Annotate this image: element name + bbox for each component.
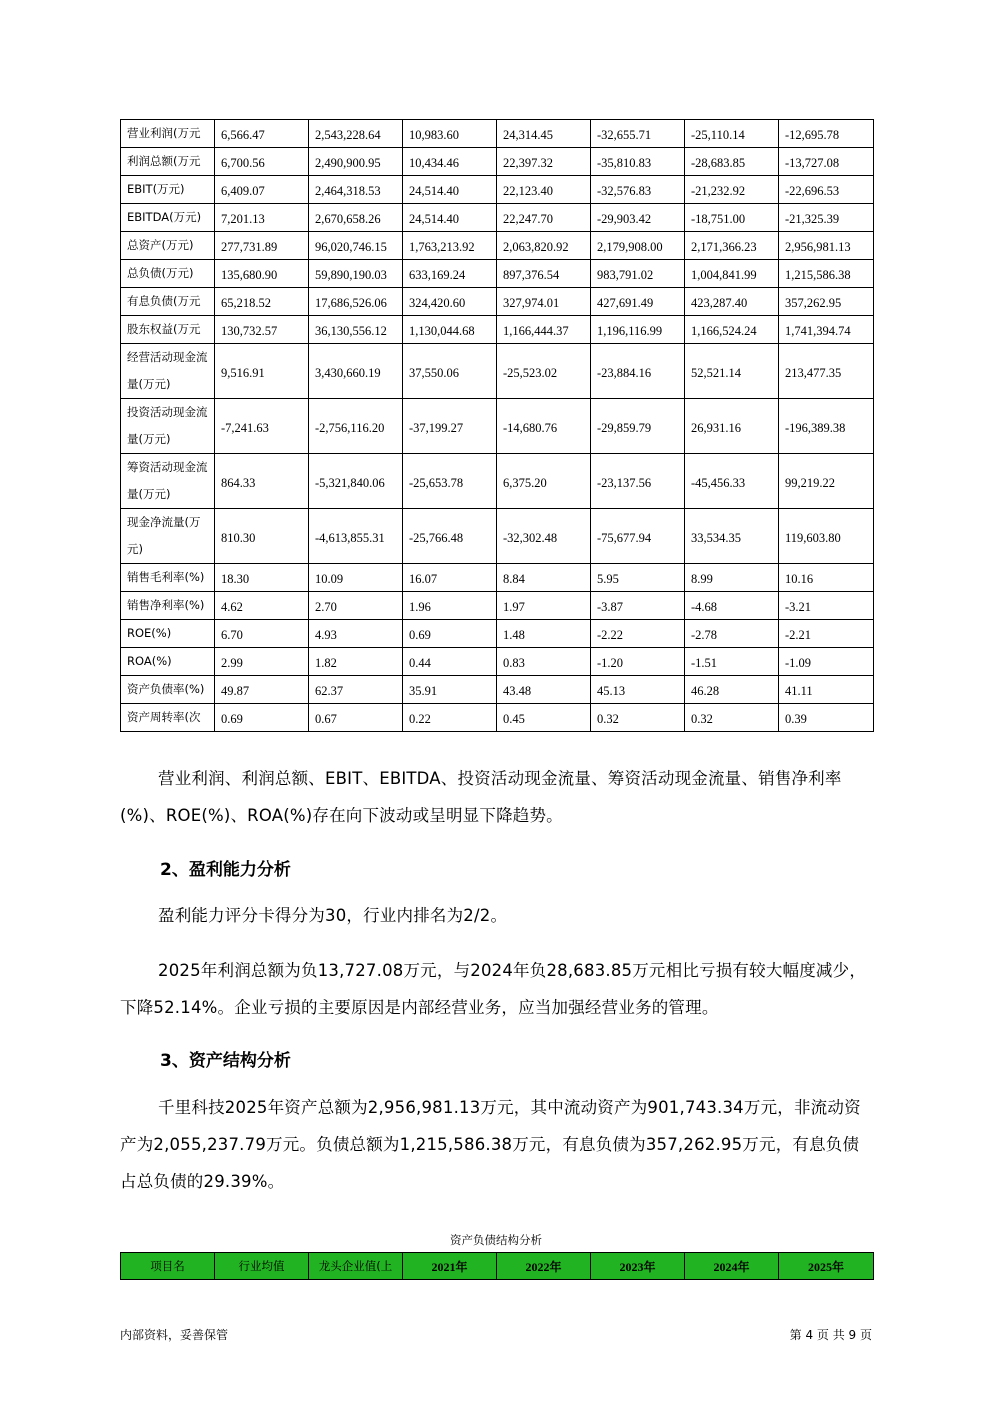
table-cell: 6.70 <box>215 620 309 648</box>
header-cell-2022: 2022年 <box>497 1253 591 1280</box>
table-cell: 18.30 <box>215 564 309 592</box>
profit-analysis-paragraph: 2025年利润总额为负13,727.08万元，与2024年负28,683.85万元相比亏损有较大幅度减少，下降52.14%。企业亏损的主要原因是内部经营业务，应当加强经营业务的管理。 <box>120 961 867 1017</box>
table-cell: 213,477.35 <box>779 344 874 399</box>
table-row <box>121 454 874 509</box>
structure-table-title: 资产负债结构分析 <box>450 1233 542 1247</box>
row-label: 资产周转率(次 <box>121 704 215 732</box>
table-row <box>121 204 874 232</box>
table-cell: 10,434.46 <box>403 148 497 176</box>
table-cell: 22,247.70 <box>497 204 591 232</box>
row-label: 现金净流量(万元) <box>121 509 215 564</box>
footer-confidential-note: 内部资料，妥善保管 <box>120 1328 229 1342</box>
header-cell-2021: 2021年 <box>403 1253 497 1280</box>
table-row <box>121 704 874 732</box>
header-cell-2025: 2025年 <box>779 1253 874 1280</box>
table-cell: -75,677.94 <box>591 509 685 564</box>
table-cell: 22,123.40 <box>497 176 591 204</box>
table-cell: -25,523.02 <box>497 344 591 399</box>
table-cell: -29,859.79 <box>591 399 685 454</box>
table-cell: 2,171,366.23 <box>685 232 779 260</box>
header-cell-leader: 龙头企业值(上 <box>309 1253 403 1280</box>
table-cell: 1.96 <box>403 592 497 620</box>
table-cell: -196,389.38 <box>779 399 874 454</box>
table-cell: -18,751.00 <box>685 204 779 232</box>
header-cell-item: 项目名 <box>121 1253 215 1280</box>
table-cell: 36,130,556.12 <box>309 316 403 344</box>
financial-metrics-table <box>120 119 874 732</box>
row-label: 销售毛利率(%) <box>121 564 215 592</box>
row-label: 经营活动现金流量(万元) <box>121 344 215 399</box>
asset-structure-paragraph: 千里科技2025年资产总额为2,956,981.13万元，其中流动资产为901,743.34万元，非流动资产为2,055,237.79万元。负债总额为1,215,586.38万元，有息负债为357,262.95万元，有息负债占总负债的29.39%。 <box>120 1098 861 1191</box>
table-row <box>121 260 874 288</box>
table-cell: 6,566.47 <box>215 120 309 148</box>
row-label: 销售净利率(%) <box>121 592 215 620</box>
table-cell: 864.33 <box>215 454 309 509</box>
table-cell: 0.83 <box>497 648 591 676</box>
table-cell: 65,218.52 <box>215 288 309 316</box>
table-cell: 24,514.40 <box>403 176 497 204</box>
table-cell: 0.39 <box>779 704 874 732</box>
table-cell: 9,516.91 <box>215 344 309 399</box>
table-cell: -21,325.39 <box>779 204 874 232</box>
table-cell: -3.87 <box>591 592 685 620</box>
table-cell: 0.32 <box>591 704 685 732</box>
table-cell: -7,241.63 <box>215 399 309 454</box>
table-cell: 4.62 <box>215 592 309 620</box>
table-cell: 37,550.06 <box>403 344 497 399</box>
row-label: 营业利润(万元 <box>121 120 215 148</box>
table-cell: -37,199.27 <box>403 399 497 454</box>
table-cell: 810.30 <box>215 509 309 564</box>
table-row <box>121 120 874 148</box>
table-cell: -1.51 <box>685 648 779 676</box>
row-label: 总负债(万元) <box>121 260 215 288</box>
table-cell: 43.48 <box>497 676 591 704</box>
table-cell: 357,262.95 <box>779 288 874 316</box>
table-cell: 897,376.54 <box>497 260 591 288</box>
table-row <box>121 176 874 204</box>
table-cell: 324,420.60 <box>403 288 497 316</box>
table-cell: 10.16 <box>779 564 874 592</box>
table-cell: -22,696.53 <box>779 176 874 204</box>
footer-page-number: 第 4 页 共 9 页 <box>789 1328 872 1342</box>
table-cell: -25,653.78 <box>403 454 497 509</box>
table-cell: 427,691.49 <box>591 288 685 316</box>
table-cell: 2,670,658.26 <box>309 204 403 232</box>
table-cell: 633,169.24 <box>403 260 497 288</box>
table-cell: -32,302.48 <box>497 509 591 564</box>
table-row <box>121 316 874 344</box>
table-row <box>121 344 874 399</box>
row-label: ROA(%) <box>121 648 215 676</box>
table-cell: -32,576.83 <box>591 176 685 204</box>
table-cell: 24,314.45 <box>497 120 591 148</box>
table-cell: 6,700.56 <box>215 148 309 176</box>
table-cell: 26,931.16 <box>685 399 779 454</box>
table-cell: 8.84 <box>497 564 591 592</box>
table-cell: -2.78 <box>685 620 779 648</box>
table-row <box>121 288 874 316</box>
table-cell: 2,956,981.13 <box>779 232 874 260</box>
table-cell: 423,287.40 <box>685 288 779 316</box>
table-cell: 2,490,900.95 <box>309 148 403 176</box>
profitability-score-paragraph: 盈利能力评分卡得分为30，行业内排名为2/2。 <box>158 906 508 925</box>
table-row <box>121 676 874 704</box>
table-cell: 0.22 <box>403 704 497 732</box>
table-cell: 10.09 <box>309 564 403 592</box>
table-row <box>121 648 874 676</box>
section-heading-asset-structure: 3、资产结构分析 <box>160 1051 291 1071</box>
table-row <box>121 564 874 592</box>
table-cell: 6,375.20 <box>497 454 591 509</box>
table-cell: 10,983.60 <box>403 120 497 148</box>
table-cell: 33,534.35 <box>685 509 779 564</box>
row-label: 投资活动现金流量(万元) <box>121 399 215 454</box>
table-cell: -5,321,840.06 <box>309 454 403 509</box>
table-cell: 1.97 <box>497 592 591 620</box>
table-cell: 62.37 <box>309 676 403 704</box>
table-cell: 8.99 <box>685 564 779 592</box>
row-label: 资产负债率(%) <box>121 676 215 704</box>
table-cell: 0.45 <box>497 704 591 732</box>
table-cell: 130,732.57 <box>215 316 309 344</box>
table-cell: -25,766.48 <box>403 509 497 564</box>
table-cell: 2.99 <box>215 648 309 676</box>
row-label: 利润总额(万元 <box>121 148 215 176</box>
table-cell: 2.70 <box>309 592 403 620</box>
table-cell: 41.11 <box>779 676 874 704</box>
table-cell: 1,166,524.24 <box>685 316 779 344</box>
header-cell-industry-avg: 行业均值 <box>215 1253 309 1280</box>
row-label: 股东权益(万元 <box>121 316 215 344</box>
table-cell: 1.82 <box>309 648 403 676</box>
table-row <box>121 592 874 620</box>
row-label: 筹资活动现金流量(万元) <box>121 454 215 509</box>
table-cell: -45,456.33 <box>685 454 779 509</box>
row-label: 有息负债(万元 <box>121 288 215 316</box>
table-cell: 2,179,908.00 <box>591 232 685 260</box>
table-cell: -21,232.92 <box>685 176 779 204</box>
table-cell: -29,903.42 <box>591 204 685 232</box>
table-cell: 4.93 <box>309 620 403 648</box>
row-label: 总资产(万元) <box>121 232 215 260</box>
table-cell: -4,613,855.31 <box>309 509 403 564</box>
table-cell: 99,219.22 <box>779 454 874 509</box>
table-cell: 16.07 <box>403 564 497 592</box>
table-cell: 135,680.90 <box>215 260 309 288</box>
table-cell: 327,974.01 <box>497 288 591 316</box>
header-cell-2023: 2023年 <box>591 1253 685 1280</box>
table-cell: 0.67 <box>309 704 403 732</box>
table-cell: -35,810.83 <box>591 148 685 176</box>
table-cell: -28,683.85 <box>685 148 779 176</box>
row-label: EBITDA(万元) <box>121 204 215 232</box>
table-cell: 2,464,318.53 <box>309 176 403 204</box>
trend-paragraph: 营业利润、利润总额、EBIT、EBITDA、投资活动现金流量、筹资活动现金流量、销售净利率(%)、ROE(%)、ROA(%)存在向下波动或呈明显下降趋势。 <box>120 769 842 825</box>
table-cell: -23,884.16 <box>591 344 685 399</box>
table-cell: 7,201.13 <box>215 204 309 232</box>
table-cell: -4.68 <box>685 592 779 620</box>
table-row <box>121 148 874 176</box>
header-cell-2024: 2024年 <box>685 1253 779 1280</box>
table-cell: 1.48 <box>497 620 591 648</box>
table-cell: 2,543,228.64 <box>309 120 403 148</box>
table-cell: -2,756,116.20 <box>309 399 403 454</box>
table-cell: 0.69 <box>403 620 497 648</box>
table-cell: -14,680.76 <box>497 399 591 454</box>
table-row <box>121 232 874 260</box>
table-row <box>121 399 874 454</box>
table-cell: -3.21 <box>779 592 874 620</box>
table-cell: -32,655.71 <box>591 120 685 148</box>
table-cell: 17,686,526.06 <box>309 288 403 316</box>
table-cell: -1.20 <box>591 648 685 676</box>
table-cell: 1,130,044.68 <box>403 316 497 344</box>
table-cell: -2.21 <box>779 620 874 648</box>
section-heading-profitability: 2、盈利能力分析 <box>160 860 291 880</box>
table-cell: -25,110.14 <box>685 120 779 148</box>
table-cell: -12,695.78 <box>779 120 874 148</box>
table-cell: 1,763,213.92 <box>403 232 497 260</box>
table-cell: 49.87 <box>215 676 309 704</box>
table-cell: 1,004,841.99 <box>685 260 779 288</box>
asset-liability-structure-table <box>120 1252 874 1280</box>
table-cell: -1.09 <box>779 648 874 676</box>
table-cell: 1,741,394.74 <box>779 316 874 344</box>
table-cell: 3,430,660.19 <box>309 344 403 399</box>
table-cell: 1,166,444.37 <box>497 316 591 344</box>
table-cell: 1,215,586.38 <box>779 260 874 288</box>
table-cell: -13,727.08 <box>779 148 874 176</box>
table-row <box>121 620 874 648</box>
row-label: EBIT(万元) <box>121 176 215 204</box>
table-cell: 24,514.40 <box>403 204 497 232</box>
table-cell: 0.32 <box>685 704 779 732</box>
table-cell: 277,731.89 <box>215 232 309 260</box>
structure-table-header-row <box>121 1253 874 1280</box>
table-cell: 0.44 <box>403 648 497 676</box>
table-cell: 119,603.80 <box>779 509 874 564</box>
table-cell: -23,137.56 <box>591 454 685 509</box>
table-cell: 22,397.32 <box>497 148 591 176</box>
table-cell: 59,890,190.03 <box>309 260 403 288</box>
table-cell: 52,521.14 <box>685 344 779 399</box>
table-cell: 1,196,116.99 <box>591 316 685 344</box>
table-cell: -2.22 <box>591 620 685 648</box>
table-cell: 45.13 <box>591 676 685 704</box>
table-cell: 983,791.02 <box>591 260 685 288</box>
table-cell: 6,409.07 <box>215 176 309 204</box>
table-cell: 46.28 <box>685 676 779 704</box>
table-cell: 2,063,820.92 <box>497 232 591 260</box>
table-cell: 96,020,746.15 <box>309 232 403 260</box>
table-cell: 5.95 <box>591 564 685 592</box>
row-label: ROE(%) <box>121 620 215 648</box>
table-cell: 0.69 <box>215 704 309 732</box>
table-cell: 35.91 <box>403 676 497 704</box>
table-row <box>121 509 874 564</box>
